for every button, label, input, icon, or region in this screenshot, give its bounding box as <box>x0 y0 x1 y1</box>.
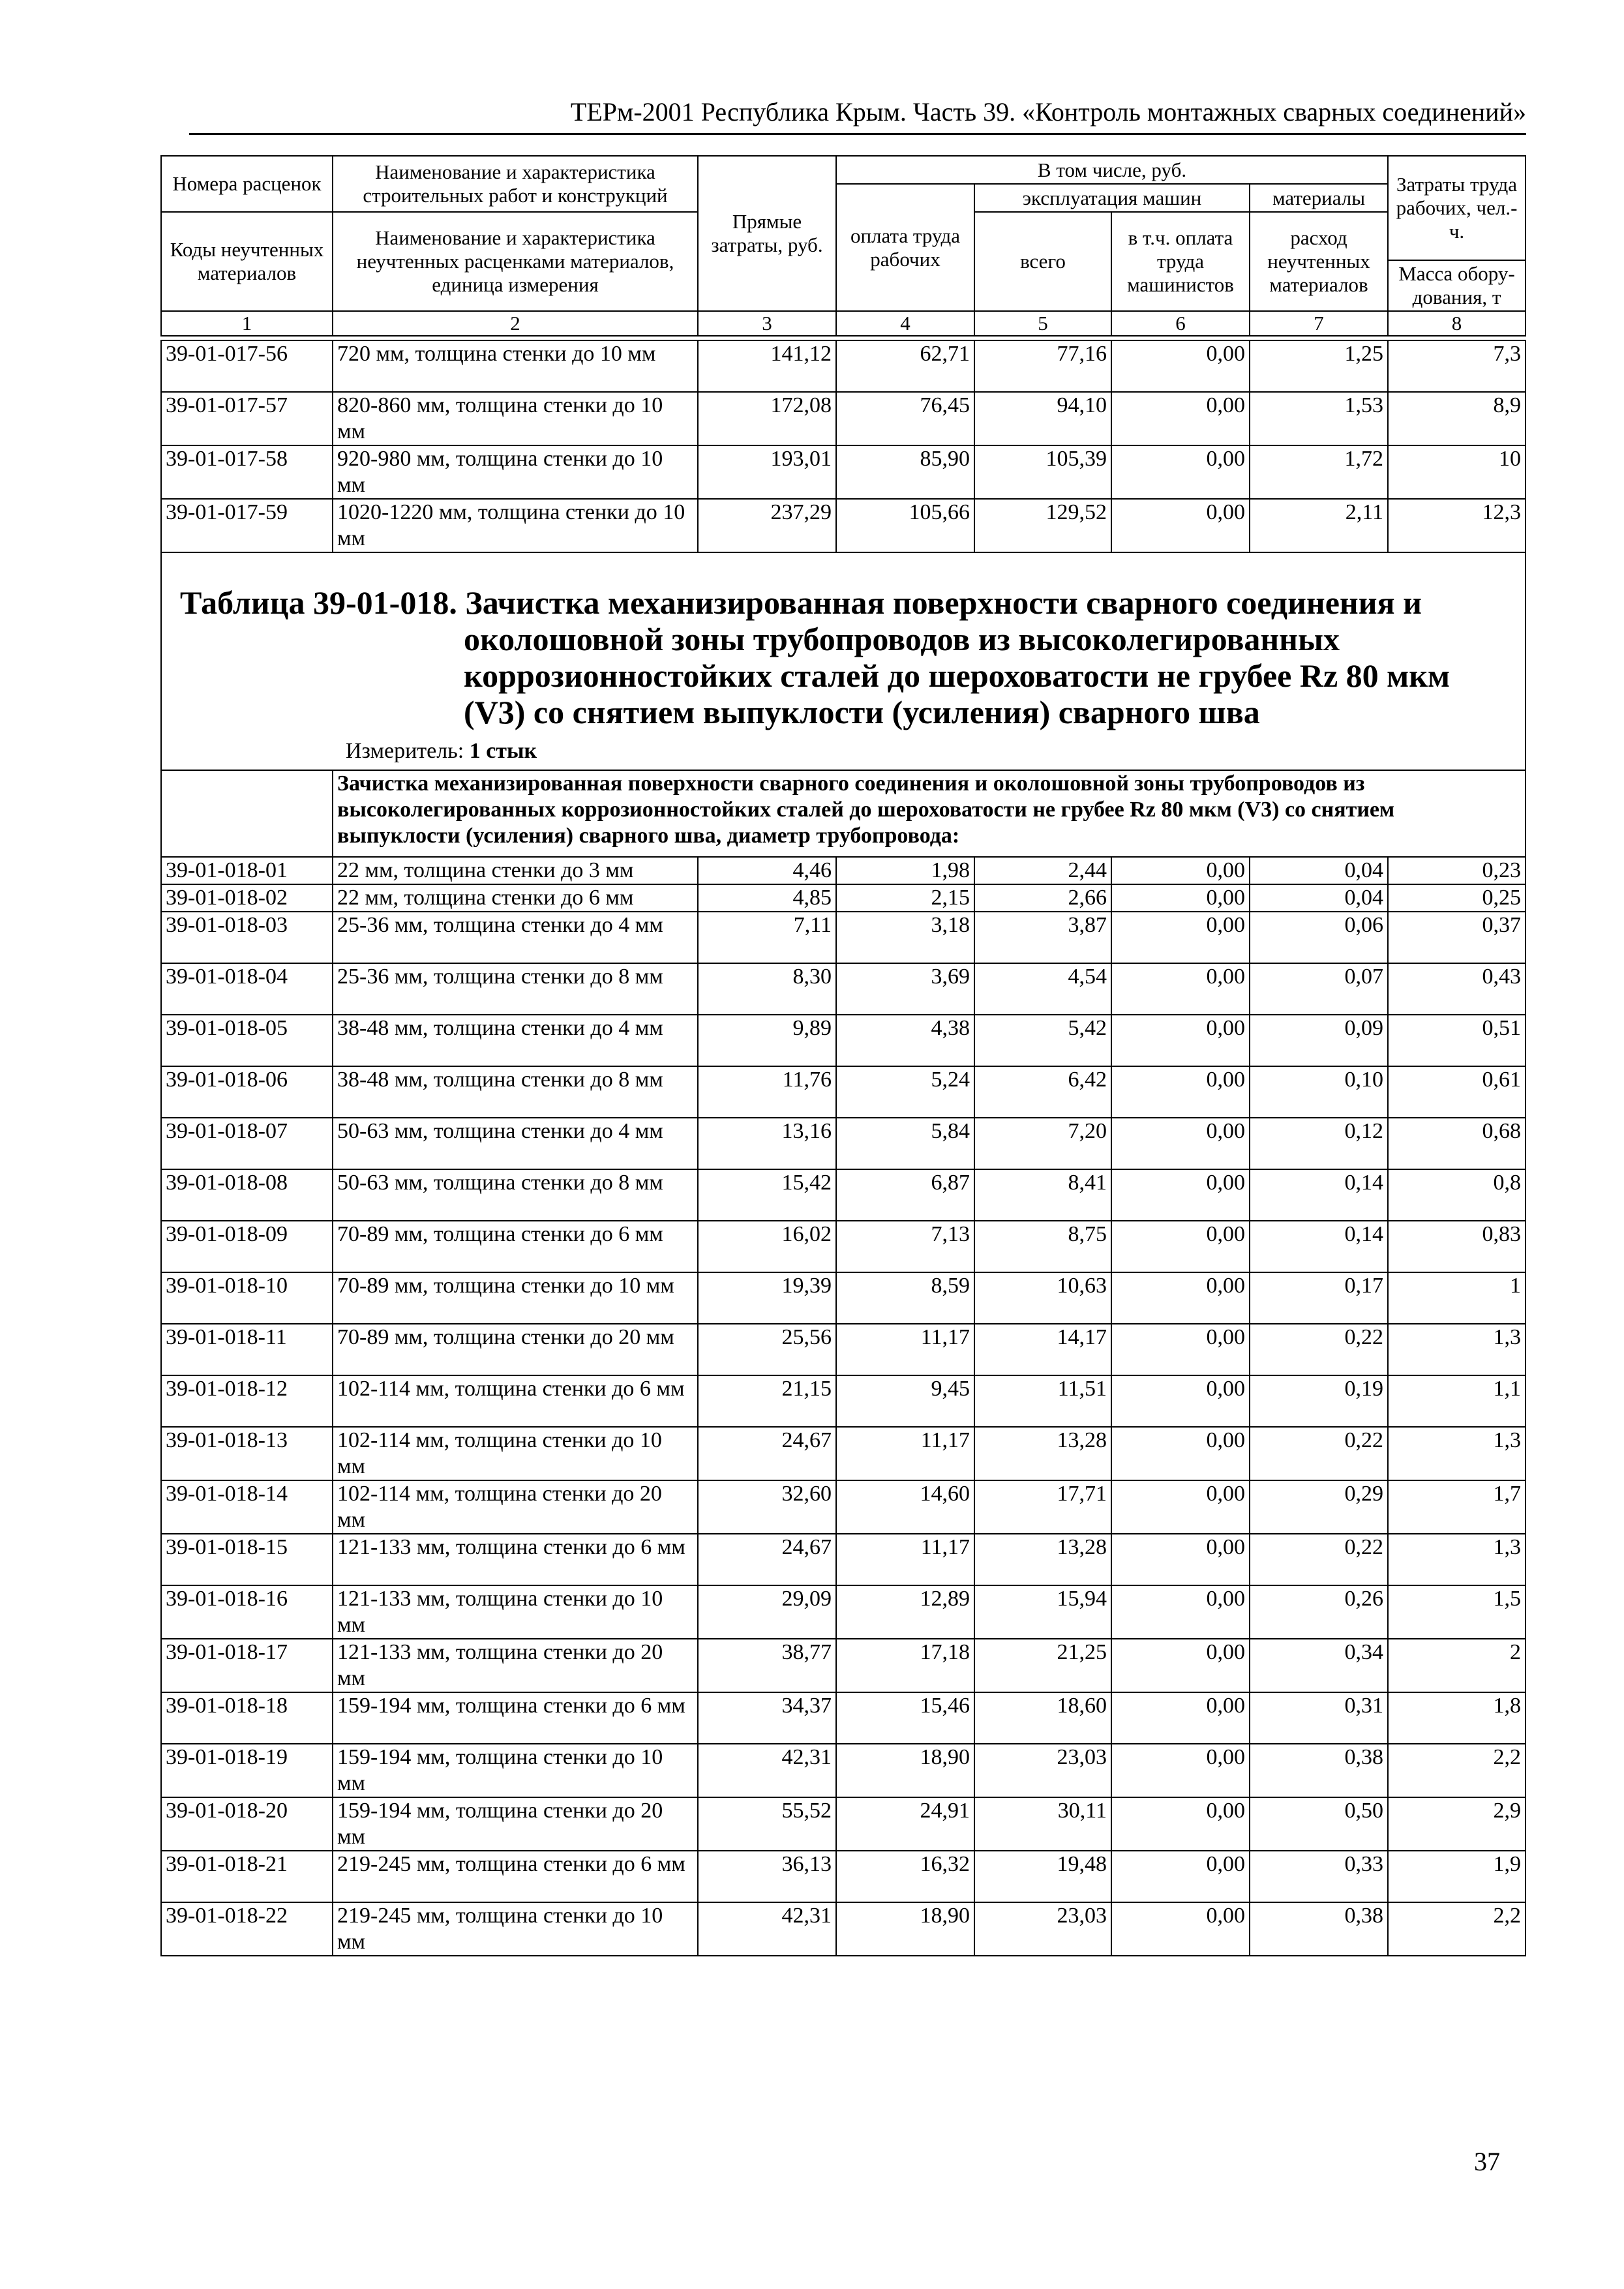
col-header-including: В том числе, руб. <box>836 156 1388 184</box>
table-row <box>161 1902 1526 1956</box>
labor-pay-cell: 85,90 <box>836 445 974 499</box>
labor-hours-cell: 0,25 <box>1388 884 1526 912</box>
labor-pay-cell: 7,13 <box>836 1221 974 1272</box>
col-header-rate-numbers: Номера расценок <box>161 156 333 212</box>
machines-total-cell: 19,48 <box>974 1851 1111 1902</box>
rate-code-cell: 39-01-018-06 <box>161 1066 333 1118</box>
table-title <box>180 584 1524 730</box>
materials-consumption-cell: 1,72 <box>1250 445 1388 499</box>
operator-pay-cell: 0,00 <box>1111 1221 1250 1272</box>
direct-costs-cell: 15,42 <box>698 1169 836 1221</box>
machines-total-cell: 8,41 <box>974 1169 1111 1221</box>
direct-costs-cell: 7,11 <box>698 912 836 963</box>
machines-total-cell: 3,87 <box>974 912 1111 963</box>
labor-pay-cell: 11,17 <box>836 1427 974 1480</box>
labor-hours-cell: 2 <box>1388 1639 1526 1692</box>
work-name-cell: 219-245 мм, толщина стенки до 6 мм <box>333 1851 698 1902</box>
materials-consumption-cell: 0,19 <box>1250 1375 1388 1427</box>
work-name-cell: 720 мм, толщина стенки до 10 мм <box>333 340 698 392</box>
table-row <box>161 1639 1526 1692</box>
labor-hours-cell: 1,5 <box>1388 1585 1526 1639</box>
labor-hours-cell: 1,8 <box>1388 1692 1526 1744</box>
work-name-cell: 38-48 мм, толщина стенки до 4 мм <box>333 1015 698 1066</box>
labor-hours-cell: 0,43 <box>1388 963 1526 1015</box>
machines-total-cell: 2,44 <box>974 857 1111 884</box>
direct-costs-cell: 24,67 <box>698 1427 836 1480</box>
direct-costs-cell: 24,67 <box>698 1534 836 1585</box>
direct-costs-cell: 55,52 <box>698 1797 836 1851</box>
rate-code-cell: 39-01-018-21 <box>161 1851 333 1902</box>
operator-pay-cell: 0,00 <box>1111 1118 1250 1169</box>
labor-hours-cell: 0,8 <box>1388 1169 1526 1221</box>
col-header-material-names: Наименование и характеристика неучтенных расценками материалов, единица измерения <box>333 212 698 311</box>
work-name-cell: 22 мм, толщина стенки до 3 мм <box>333 857 698 884</box>
col-number: 1 <box>161 311 333 336</box>
direct-costs-cell: 36,13 <box>698 1851 836 1902</box>
table-row <box>161 1585 1526 1639</box>
labor-pay-cell: 11,17 <box>836 1534 974 1585</box>
labor-hours-cell: 0,61 <box>1388 1066 1526 1118</box>
direct-costs-cell: 16,02 <box>698 1221 836 1272</box>
labor-hours-cell: 1,7 <box>1388 1480 1526 1534</box>
operator-pay-cell: 0,00 <box>1111 1902 1250 1956</box>
operator-pay-cell: 0,00 <box>1111 1534 1250 1585</box>
labor-pay-cell: 8,59 <box>836 1272 974 1324</box>
work-name-cell: 50-63 мм, толщина стенки до 8 мм <box>333 1169 698 1221</box>
operator-pay-cell: 0,00 <box>1111 445 1250 499</box>
materials-consumption-cell: 0,22 <box>1250 1324 1388 1375</box>
table-row <box>161 857 1526 884</box>
work-name-cell: 920-980 мм, толщина стенки до 10 мм <box>333 445 698 499</box>
rate-code-cell: 39-01-017-58 <box>161 445 333 499</box>
direct-costs-cell: 19,39 <box>698 1272 836 1324</box>
labor-hours-cell: 0,83 <box>1388 1221 1526 1272</box>
work-name-cell: 50-63 мм, толщина стенки до 4 мм <box>333 1118 698 1169</box>
rate-code-cell: 39-01-018-01 <box>161 857 333 884</box>
materials-consumption-cell: 0,34 <box>1250 1639 1388 1692</box>
col-header-labor-pay: оплата труда рабочих <box>836 184 974 311</box>
col-number: 6 <box>1111 311 1250 336</box>
direct-costs-cell: 4,85 <box>698 884 836 912</box>
table-title-line: Таблица 39-01-018. Зачистка механизированная поверхности сварного соединения и <box>180 584 1422 621</box>
col-header-operator-pay: в т.ч. оплата труда машинистов <box>1111 212 1250 311</box>
table-title-line: коррозионностойких сталей до шероховатости не грубее Rz 80 мкм <box>464 657 1451 694</box>
labor-hours-cell: 12,3 <box>1388 499 1526 552</box>
labor-pay-cell: 14,60 <box>836 1480 974 1534</box>
col-header-labor-hours: Затраты труда рабочих, чел.-ч. <box>1388 156 1526 260</box>
table-row <box>161 1797 1526 1851</box>
measure-line <box>346 738 537 764</box>
operator-pay-cell: 0,00 <box>1111 1324 1250 1375</box>
materials-consumption-cell: 0,14 <box>1250 1169 1388 1221</box>
labor-pay-cell: 5,84 <box>836 1118 974 1169</box>
labor-hours-cell: 1,9 <box>1388 1851 1526 1902</box>
rate-code-cell: 39-01-018-18 <box>161 1692 333 1744</box>
operator-pay-cell: 0,00 <box>1111 1066 1250 1118</box>
labor-hours-cell: 1,1 <box>1388 1375 1526 1427</box>
operator-pay-cell: 0,00 <box>1111 340 1250 392</box>
labor-pay-cell: 15,46 <box>836 1692 974 1744</box>
labor-hours-cell: 7,3 <box>1388 340 1526 392</box>
work-name-cell: 70-89 мм, толщина стенки до 6 мм <box>333 1221 698 1272</box>
operator-pay-cell: 0,00 <box>1111 1639 1250 1692</box>
materials-consumption-cell: 0,22 <box>1250 1534 1388 1585</box>
machines-total-cell: 23,03 <box>974 1902 1111 1956</box>
col-header-machines: эксплуатация машин <box>974 184 1250 212</box>
direct-costs-cell: 141,12 <box>698 340 836 392</box>
work-name-cell: 102-114 мм, толщина стенки до 10 мм <box>333 1427 698 1480</box>
materials-consumption-cell: 2,11 <box>1250 499 1388 552</box>
labor-pay-cell: 62,71 <box>836 340 974 392</box>
col-number: 5 <box>974 311 1111 336</box>
rate-code-cell: 39-01-018-20 <box>161 1797 333 1851</box>
table-row <box>161 340 1526 392</box>
rate-code-cell: 39-01-018-22 <box>161 1902 333 1956</box>
direct-costs-cell: 4,46 <box>698 857 836 884</box>
machines-total-cell: 77,16 <box>974 340 1111 392</box>
labor-pay-cell: 18,90 <box>836 1902 974 1956</box>
machines-total-cell: 15,94 <box>974 1585 1111 1639</box>
machines-total-cell: 94,10 <box>974 392 1111 445</box>
operator-pay-cell: 0,00 <box>1111 392 1250 445</box>
materials-consumption-cell: 0,10 <box>1250 1066 1388 1118</box>
materials-consumption-cell: 0,17 <box>1250 1272 1388 1324</box>
work-name-cell: 22 мм, толщина стенки до 6 мм <box>333 884 698 912</box>
labor-hours-cell: 10 <box>1388 445 1526 499</box>
materials-consumption-cell: 0,22 <box>1250 1427 1388 1480</box>
table-row <box>161 392 1526 445</box>
work-name-cell: 121-133 мм, толщина стенки до 20 мм <box>333 1639 698 1692</box>
page-number: 37 <box>1474 2147 1500 2176</box>
labor-pay-cell: 6,87 <box>836 1169 974 1221</box>
materials-consumption-cell: 0,12 <box>1250 1118 1388 1169</box>
labor-pay-cell: 11,17 <box>836 1324 974 1375</box>
labor-pay-cell: 76,45 <box>836 392 974 445</box>
labor-hours-cell: 0,68 <box>1388 1118 1526 1169</box>
machines-total-cell: 23,03 <box>974 1744 1111 1797</box>
labor-pay-cell: 4,38 <box>836 1015 974 1066</box>
labor-hours-cell: 2,2 <box>1388 1744 1526 1797</box>
table-row <box>161 1066 1526 1118</box>
rate-code-cell: 39-01-018-19 <box>161 1744 333 1797</box>
rate-code-cell: 39-01-018-13 <box>161 1427 333 1480</box>
operator-pay-cell: 0,00 <box>1111 499 1250 552</box>
col-header-material-codes: Коды неучтенных материалов <box>161 212 333 311</box>
work-name-cell: 159-194 мм, толщина стенки до 10 мм <box>333 1744 698 1797</box>
col-number: 8 <box>1388 311 1526 336</box>
table-row <box>161 1118 1526 1169</box>
direct-costs-cell: 29,09 <box>698 1585 836 1639</box>
col-number: 3 <box>698 311 836 336</box>
machines-total-cell: 6,42 <box>974 1066 1111 1118</box>
materials-consumption-cell: 0,06 <box>1250 912 1388 963</box>
rate-code-cell: 39-01-017-57 <box>161 392 333 445</box>
operator-pay-cell: 0,00 <box>1111 1427 1250 1480</box>
machines-total-cell: 4,54 <box>974 963 1111 1015</box>
materials-consumption-cell: 0,14 <box>1250 1221 1388 1272</box>
work-name-cell: 25-36 мм, толщина стенки до 8 мм <box>333 963 698 1015</box>
direct-costs-cell: 38,77 <box>698 1639 836 1692</box>
machines-total-cell: 2,66 <box>974 884 1111 912</box>
labor-pay-cell: 16,32 <box>836 1851 974 1902</box>
operator-pay-cell: 0,00 <box>1111 1375 1250 1427</box>
col-header-work-name: Наименование и характеристика строительных работ и конструкций <box>333 156 698 212</box>
operator-pay-cell: 0,00 <box>1111 1585 1250 1639</box>
materials-consumption-cell: 1,25 <box>1250 340 1388 392</box>
col-header-material-consumption: расход неучтенных материалов <box>1250 212 1388 311</box>
rate-code-cell: 39-01-018-15 <box>161 1534 333 1585</box>
operator-pay-cell: 0,00 <box>1111 1692 1250 1744</box>
work-name-cell: 159-194 мм, толщина стенки до 20 мм <box>333 1797 698 1851</box>
table-row <box>161 1272 1526 1324</box>
labor-pay-cell: 18,90 <box>836 1744 974 1797</box>
labor-pay-cell: 24,91 <box>836 1797 974 1851</box>
rate-code-cell: 39-01-018-10 <box>161 1272 333 1324</box>
direct-costs-cell: 237,29 <box>698 499 836 552</box>
direct-costs-cell: 42,31 <box>698 1902 836 1956</box>
rate-code-cell: 39-01-018-08 <box>161 1169 333 1221</box>
labor-pay-cell: 12,89 <box>836 1585 974 1639</box>
materials-consumption-cell: 1,53 <box>1250 392 1388 445</box>
machines-total-cell: 11,51 <box>974 1375 1111 1427</box>
operator-pay-cell: 0,00 <box>1111 1797 1250 1851</box>
labor-hours-cell: 1,3 <box>1388 1324 1526 1375</box>
rate-code-cell: 39-01-018-11 <box>161 1324 333 1375</box>
main-table-rows <box>161 857 1526 1956</box>
col-number: 7 <box>1250 311 1388 336</box>
materials-consumption-cell: 0,50 <box>1250 1797 1388 1851</box>
measure-value: 1 стык <box>469 739 537 763</box>
materials-consumption-cell: 0,04 <box>1250 857 1388 884</box>
rate-code-cell: 39-01-018-02 <box>161 884 333 912</box>
table-row <box>161 1534 1526 1585</box>
direct-costs-cell: 42,31 <box>698 1744 836 1797</box>
labor-hours-cell: 1,3 <box>1388 1427 1526 1480</box>
rate-code-cell: 39-01-018-03 <box>161 912 333 963</box>
rate-code-cell: 39-01-018-07 <box>161 1118 333 1169</box>
labor-pay-cell: 1,98 <box>836 857 974 884</box>
materials-consumption-cell: 0,26 <box>1250 1585 1388 1639</box>
group-code-cell <box>161 770 333 857</box>
operator-pay-cell: 0,00 <box>1111 857 1250 884</box>
table-row <box>161 1851 1526 1902</box>
machines-total-cell: 21,25 <box>974 1639 1111 1692</box>
machines-total-cell: 18,60 <box>974 1692 1111 1744</box>
table-title-cell <box>161 552 1526 770</box>
work-name-cell: 25-36 мм, толщина стенки до 4 мм <box>333 912 698 963</box>
table-row <box>161 1015 1526 1066</box>
col-number: 4 <box>836 311 974 336</box>
table-row <box>161 1169 1526 1221</box>
rate-code-cell: 39-01-018-09 <box>161 1221 333 1272</box>
labor-hours-cell: 2,2 <box>1388 1902 1526 1956</box>
labor-hours-cell: 0,37 <box>1388 912 1526 963</box>
table-row <box>161 1427 1526 1480</box>
operator-pay-cell: 0,00 <box>1111 912 1250 963</box>
direct-costs-cell: 21,15 <box>698 1375 836 1427</box>
labor-hours-cell: 8,9 <box>1388 392 1526 445</box>
work-name-cell: 219-245 мм, толщина стенки до 10 мм <box>333 1902 698 1956</box>
operator-pay-cell: 0,00 <box>1111 1744 1250 1797</box>
table-row <box>161 499 1526 552</box>
table-title-section <box>161 552 1526 857</box>
table-row <box>161 445 1526 499</box>
direct-costs-cell: 11,76 <box>698 1066 836 1118</box>
work-name-cell: 102-114 мм, толщина стенки до 20 мм <box>333 1480 698 1534</box>
operator-pay-cell: 0,00 <box>1111 1480 1250 1534</box>
direct-costs-cell: 25,56 <box>698 1324 836 1375</box>
materials-consumption-cell: 0,38 <box>1250 1744 1388 1797</box>
machines-total-cell: 7,20 <box>974 1118 1111 1169</box>
rate-code-cell: 39-01-017-56 <box>161 340 333 392</box>
work-name-cell: 121-133 мм, толщина стенки до 10 мм <box>333 1585 698 1639</box>
rate-code-cell: 39-01-018-16 <box>161 1585 333 1639</box>
rate-code-cell: 39-01-018-04 <box>161 963 333 1015</box>
direct-costs-cell: 8,30 <box>698 963 836 1015</box>
labor-pay-cell: 105,66 <box>836 499 974 552</box>
operator-pay-cell: 0,00 <box>1111 1169 1250 1221</box>
labor-pay-cell: 17,18 <box>836 1639 974 1692</box>
labor-pay-cell: 3,18 <box>836 912 974 963</box>
operator-pay-cell: 0,00 <box>1111 1851 1250 1902</box>
machines-total-cell: 13,28 <box>974 1534 1111 1585</box>
labor-hours-cell: 0,23 <box>1388 857 1526 884</box>
machines-total-cell: 17,71 <box>974 1480 1111 1534</box>
table-title-line: (V3) со снятием выпуклости (усиления) сварного шва <box>464 694 1260 730</box>
machines-total-cell: 8,75 <box>974 1221 1111 1272</box>
page-header: ТЕРм-2001 Республика Крым. Часть 39. «Контроль монтажных сварных соединений» <box>189 91 1526 135</box>
table-row <box>161 1480 1526 1534</box>
labor-hours-cell: 1,3 <box>1388 1534 1526 1585</box>
rate-code-cell: 39-01-017-59 <box>161 499 333 552</box>
materials-consumption-cell: 0,29 <box>1250 1480 1388 1534</box>
machines-total-cell: 13,28 <box>974 1427 1111 1480</box>
operator-pay-cell: 0,00 <box>1111 1015 1250 1066</box>
previous-table-rows <box>161 340 1526 552</box>
machines-total-cell: 14,17 <box>974 1324 1111 1375</box>
labor-hours-cell: 2,9 <box>1388 1797 1526 1851</box>
materials-consumption-cell: 0,09 <box>1250 1015 1388 1066</box>
col-header-materials: материалы <box>1250 184 1388 212</box>
col-header-equipment-mass: Масса обору-дования, т <box>1388 260 1526 311</box>
rate-code-cell: 39-01-018-17 <box>161 1639 333 1692</box>
rate-code-cell: 39-01-018-12 <box>161 1375 333 1427</box>
machines-total-cell: 30,11 <box>974 1797 1111 1851</box>
materials-consumption-cell: 0,38 <box>1250 1902 1388 1956</box>
table-title-line: околошовной зоны трубопроводов из высоколегированных <box>464 621 1340 657</box>
work-name-cell: 70-89 мм, толщина стенки до 10 мм <box>333 1272 698 1324</box>
measure-label: Измеритель: <box>346 739 464 763</box>
work-name-cell: 38-48 мм, толщина стенки до 8 мм <box>333 1066 698 1118</box>
labor-pay-cell: 3,69 <box>836 963 974 1015</box>
table-row <box>161 1744 1526 1797</box>
table-row <box>161 1221 1526 1272</box>
machines-total-cell: 10,63 <box>974 1272 1111 1324</box>
direct-costs-cell: 172,08 <box>698 392 836 445</box>
rate-code-cell: 39-01-018-05 <box>161 1015 333 1066</box>
table-row <box>161 912 1526 963</box>
materials-consumption-cell: 0,31 <box>1250 1692 1388 1744</box>
group-description: Зачистка механизированная поверхности сварного соединения и околошовной зоны трубопроводов из высоколегированных коррозионностойких сталей до шероховатости не грубее Rz 80 мкм (V3) со снятием выпуклости (усиления) сварного шва, диаметр трубопровода: <box>333 770 1526 857</box>
col-header-direct-costs: Прямые затраты, руб. <box>698 156 836 311</box>
direct-costs-cell: 193,01 <box>698 445 836 499</box>
labor-hours-cell: 1 <box>1388 1272 1526 1324</box>
work-name-cell: 70-89 мм, толщина стенки до 20 мм <box>333 1324 698 1375</box>
table-row <box>161 1375 1526 1427</box>
labor-pay-cell: 9,45 <box>836 1375 974 1427</box>
materials-consumption-cell: 0,04 <box>1250 884 1388 912</box>
labor-pay-cell: 2,15 <box>836 884 974 912</box>
machines-total-cell: 105,39 <box>974 445 1111 499</box>
table-row <box>161 1692 1526 1744</box>
materials-consumption-cell: 0,07 <box>1250 963 1388 1015</box>
col-header-machines-total: всего <box>974 212 1111 311</box>
materials-consumption-cell: 0,33 <box>1250 1851 1388 1902</box>
direct-costs-cell: 34,37 <box>698 1692 836 1744</box>
operator-pay-cell: 0,00 <box>1111 963 1250 1015</box>
work-name-cell: 1020-1220 мм, толщина стенки до 10 мм <box>333 499 698 552</box>
work-name-cell: 820-860 мм, толщина стенки до 10 мм <box>333 392 698 445</box>
rate-code-cell: 39-01-018-14 <box>161 1480 333 1534</box>
operator-pay-cell: 0,00 <box>1111 1272 1250 1324</box>
work-name-cell: 121-133 мм, толщина стенки до 6 мм <box>333 1534 698 1585</box>
work-name-cell: 159-194 мм, толщина стенки до 6 мм <box>333 1692 698 1744</box>
labor-hours-cell: 0,51 <box>1388 1015 1526 1066</box>
labor-pay-cell: 5,24 <box>836 1066 974 1118</box>
direct-costs-cell: 9,89 <box>698 1015 836 1066</box>
operator-pay-cell: 0,00 <box>1111 884 1250 912</box>
work-name-cell: 102-114 мм, толщина стенки до 6 мм <box>333 1375 698 1427</box>
table-row <box>161 1324 1526 1375</box>
direct-costs-cell: 13,16 <box>698 1118 836 1169</box>
direct-costs-cell: 32,60 <box>698 1480 836 1534</box>
machines-total-cell: 129,52 <box>974 499 1111 552</box>
column-header-table <box>160 155 1526 337</box>
machines-total-cell: 5,42 <box>974 1015 1111 1066</box>
col-number: 2 <box>333 311 698 336</box>
table-row <box>161 884 1526 912</box>
table-row <box>161 963 1526 1015</box>
rates-table <box>160 340 1526 1956</box>
